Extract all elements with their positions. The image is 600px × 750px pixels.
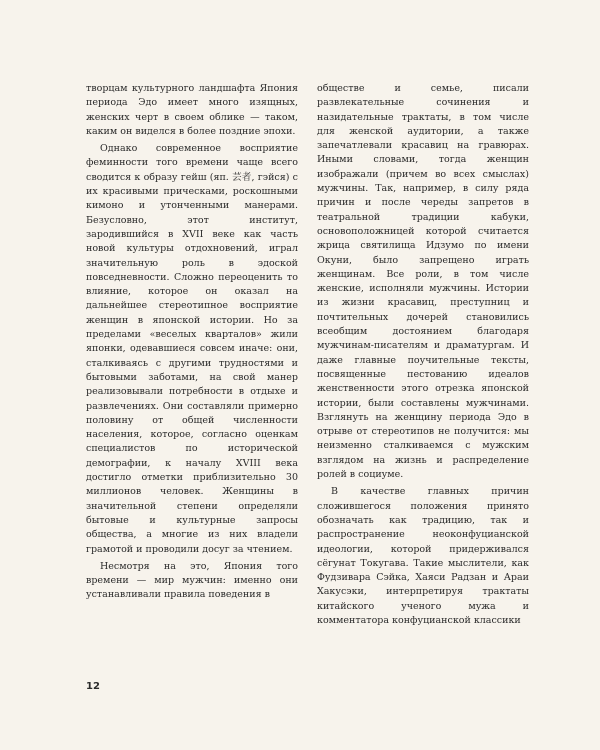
paragraph: обществе и семье, писали развлекательные сочинения и назидательные трактаты, в том числе для женской аудитории, а также запечатлевали красавиц на гравюрах. Иными словами, тогда женщин изображали (причем во всех смыслах) мужчины. Так, например, в силу ряда причин и после череды запретов в театральной традиции кабуки, основоположницей которой считается жрица святилища Идзумо по имени Окуни, было запрещено играть женщинам. Все роли, в том числе женские, исполняли мужчины. Истории из жизни красавиц, преступниц и почтительных дочерей становились всеобщим достоянием благодаря мужчинам-писателям и драматургам. И даже главные поучительные тексты, посвященные пестованию идеалов женственности этого отрезка японской истории, были составлены мужчинами. Взглянуть на женщину периода Эдо в отрыве от стереотипов не получится: мы неизменно сталкиваемся с мужским взглядом на жизнь и распределение ролей в социуме. (317, 83, 529, 481)
paragraph: Несмотря на это, Япония того времени — мир мужчин: именно они устанавливали правила поведения в (86, 560, 298, 601)
right-column (317, 82, 529, 628)
paragraph: творцам культурного ландшафта Япония периода Эдо имеет много изящных, женских черт в своем облике — таком, каким он виделся в более поздние эпохи. (86, 83, 298, 137)
paragraph: В качестве главных причин сложившегося положения принято обозначать как традицию, так и распространение неоконфуцианской идеологии, которой придерживался сёгунат Токугава. Такие мыслители, как Фудзивара Сэйка, Хаяси Радзан и Араи Хакусэки, интерпретируя трактаты китайского ученого мужа и комментатора конфуцианской классики (317, 486, 529, 626)
paragraph: Однако современное восприятие феминности того времени чаще всего сводится к образу гейш (яп. 芸者, гэйся) с их красивыми прическами, роскошными кимоно и утонченными манерами. Безусловно, этот институт, зародившийся в XVII веке как часть новой культуры отдохновений, играл значительную роль в эдоской повседневности. Сложно переоценить то влияние, которое он оказал на дальнейшее стереотипное восприятие женщин в японской истории. Но за пределами «веселых кварталов» жили японки, одевавшиеся совсем иначе: они, сталкиваясь с другими трудностями и бытовыми заботами, на свой манер реализовывали потребности в отдыхе и развлечениях. Они составляли примерно половину от общей численности населения, которое, согласно оценкам специалистов по исторической демографии, к началу XVIII века достигло отметки приблизительно 30 миллионов человек. Женщины в значительной степени определяли бытовые и культурные запросы общества, а многие из них владели грамотой и проводили досуг за чтением. (86, 143, 298, 555)
left-column (86, 82, 298, 603)
page-number: 12 (86, 681, 100, 692)
